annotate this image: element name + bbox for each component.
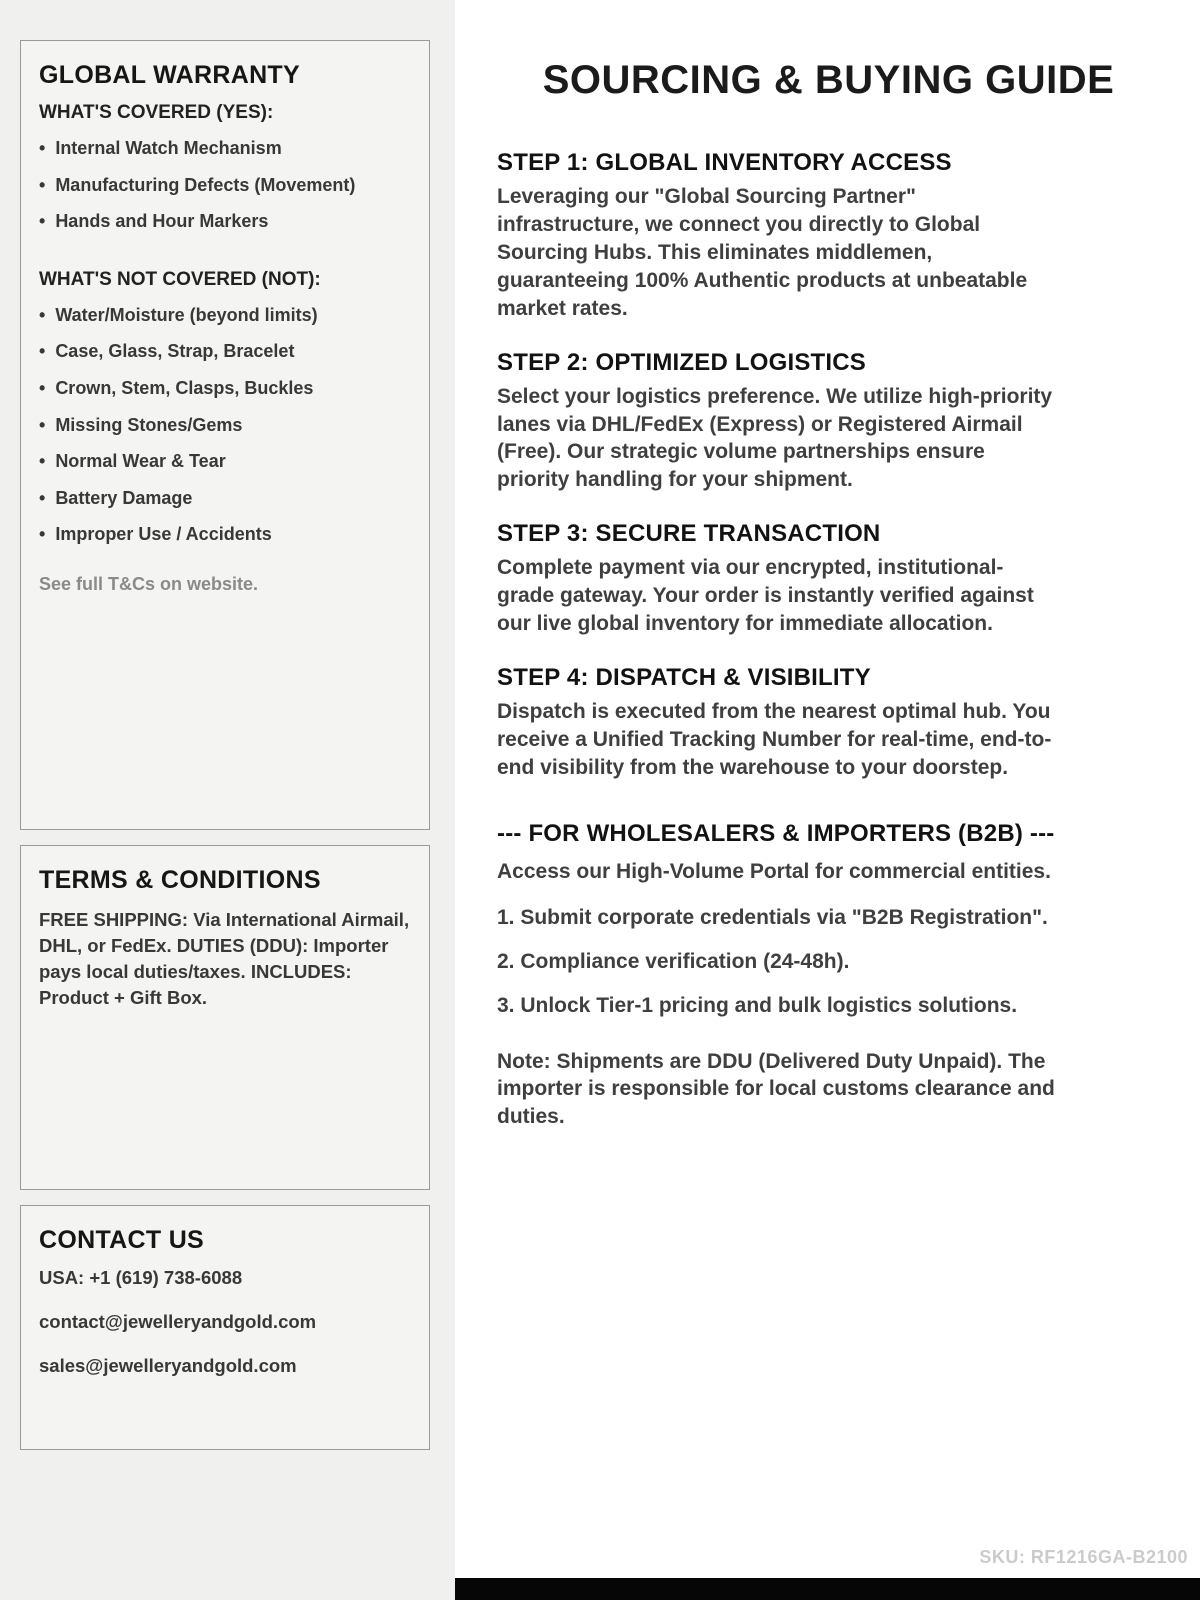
b2b-intro: Access our High-Volume Portal for commercial entities. (497, 859, 1051, 883)
list-item: • Improper Use / Accidents (39, 524, 411, 546)
list-item: • Normal Wear & Tear (39, 451, 411, 473)
list-item: • Hands and Hour Markers (39, 211, 411, 233)
main-content (455, 0, 1200, 1600)
warranty-not-covered-list (39, 305, 411, 546)
list-item: • Battery Damage (39, 488, 411, 510)
warranty-panel (20, 40, 430, 830)
list-item: • Water/Moisture (beyond limits) (39, 305, 411, 327)
terms-panel (20, 845, 430, 1190)
warranty-covered-heading: WHAT'S COVERED (YES): (39, 102, 274, 123)
terms-title: TERMS & CONDITIONS (39, 866, 321, 894)
step-2-heading: STEP 2: OPTIMIZED LOGISTICS (497, 348, 866, 376)
step-3-body: Complete payment via our encrypted, institutional-grade gateway. Your order is instantly verified against our live global inventory for immediate allocation. (497, 556, 1034, 636)
b2b-note: Note: Shipments are DDU (Delivered Duty Unpaid). The importer is responsible for local customs clearance and duties. (497, 1049, 1055, 1129)
bottom-bar (455, 1578, 1200, 1600)
sidebar (0, 0, 455, 1600)
warranty-not-covered-heading: WHAT'S NOT COVERED (NOT): (39, 268, 321, 290)
terms-body: FREE SHIPPING: Via International Airmail, DHL, or FedEx. DUTIES (DDU): Importer pays local duties/taxes. INCLUDES: Product + Gift Box. (39, 909, 410, 1008)
warranty-covered-list (39, 138, 411, 233)
step-1-section (497, 149, 1160, 323)
step-4-heading: STEP 4: DISPATCH & VISIBILITY (497, 664, 871, 692)
sku-label: SKU: RF1216GA-B2100 (979, 1547, 1188, 1567)
step-2-section (497, 349, 1160, 495)
step-1-body: Leveraging our "Global Sourcing Partner" infrastructure, we connect you directly to Global Sourcing Hubs. This eliminates middlemen, guaranteeing 100% Authentic products at unbeatable market rates. (497, 185, 1028, 320)
b2b-item-3: 3. Unlock Tier-1 pricing and bulk logistics solutions. (497, 993, 1018, 1017)
contact-panel (20, 1205, 430, 1450)
contact-phone: USA: +1 (619) 738-6088 (39, 1267, 243, 1288)
page-title: SOURCING & BUYING GUIDE (542, 58, 1115, 102)
step-4-section (497, 664, 1160, 782)
list-item: • Manufacturing Defects (Movement) (39, 175, 411, 197)
contact-title: CONTACT US (39, 1226, 205, 1254)
b2b-item-2: 2. Compliance verification (24-48h). (497, 949, 850, 973)
list-item: • Crown, Stem, Clasps, Buckles (39, 378, 411, 400)
list-item: • Case, Glass, Strap, Bracelet (39, 341, 411, 363)
contact-email-primary: contact@jewelleryandgold.com (39, 1311, 317, 1332)
step-1-heading: STEP 1: GLOBAL INVENTORY ACCESS (497, 149, 952, 176)
b2b-heading: --- FOR WHOLESALERS & IMPORTERS (B2B) --- (497, 819, 1055, 847)
step-2-body: Select your logistics preference. We utilize high-priority lanes via DHL/FedEx (Express) or Registered Airmail (Free). Our strategic volume partnerships ensure priority handling for your shipment. (497, 384, 1053, 492)
contact-email-sales: sales@jewelleryandgold.com (39, 1355, 297, 1376)
list-item: • Missing Stones/Gems (39, 415, 411, 437)
b2b-section (497, 820, 1160, 1131)
step-3-heading: STEP 3: SECURE TRANSACTION (497, 520, 881, 548)
warranty-footnote: See full T&Cs on website. (39, 573, 259, 594)
warranty-title: GLOBAL WARRANTY (39, 61, 300, 89)
step-3-section (497, 520, 1160, 638)
step-4-body: Dispatch is executed from the nearest optimal hub. You receive a Unified Tracking Number for real-time, end-to-end visibility from the warehouse to your doorstep. (497, 700, 1052, 779)
b2b-item-1: 1. Submit corporate credentials via "B2B Registration". (497, 905, 1048, 929)
list-item: • Internal Watch Mechanism (39, 138, 411, 160)
